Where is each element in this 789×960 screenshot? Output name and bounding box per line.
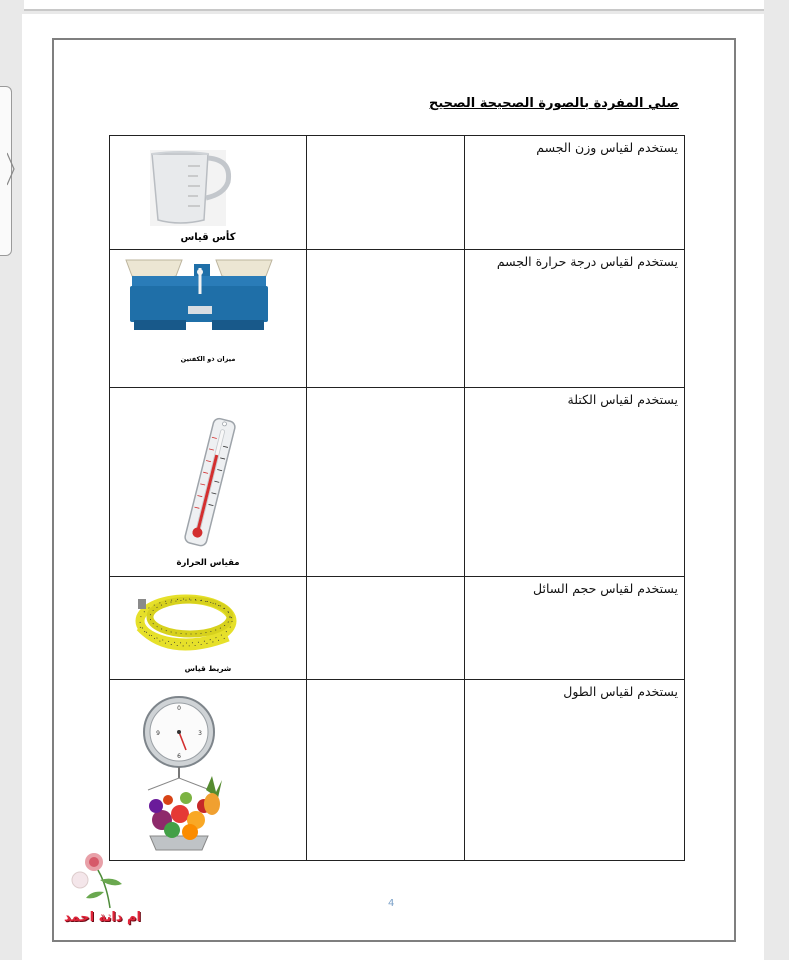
description-cell	[465, 577, 685, 680]
image-caption: شريط قياس	[184, 664, 232, 673]
image-cell	[110, 250, 307, 388]
side-panel-tab[interactable]	[0, 86, 12, 256]
author-signature: ام دانة احمد	[64, 910, 141, 925]
image-caption: كأس قياس	[180, 232, 236, 243]
image-caption: مقياس الحرارة	[176, 558, 240, 568]
svg-text:6: 6	[177, 753, 181, 760]
chevron-right-icon	[7, 151, 15, 187]
worksheet-title: صلي المفردة بالصورة الصحيحة الصحيح	[429, 96, 679, 111]
viewer-top-bar	[24, 0, 764, 11]
answer-cell	[307, 388, 465, 577]
image-cell	[110, 388, 307, 577]
description-text: يستخدم لقياس الكتلة	[567, 392, 678, 407]
balance-scale-icon	[110, 250, 306, 350]
answer-cell	[307, 680, 465, 861]
description-cell	[465, 388, 685, 577]
description-cell	[465, 250, 685, 388]
svg-text:0: 0	[177, 705, 181, 712]
table-row	[110, 388, 685, 577]
rose-decoration-icon	[68, 850, 128, 910]
image-cell	[110, 577, 307, 680]
image-cell	[110, 680, 307, 861]
answer-cell	[307, 136, 465, 250]
thermometer-icon	[110, 388, 306, 548]
page-number: 4	[388, 898, 395, 909]
table-row	[110, 680, 685, 861]
image-cell	[110, 136, 307, 250]
table-row	[110, 577, 685, 680]
matching-table	[109, 135, 685, 861]
svg-text:9: 9	[156, 730, 160, 737]
description-cell	[465, 680, 685, 861]
description-text: يستخدم لقياس حجم السائل	[533, 581, 678, 596]
svg-text:3: 3	[198, 730, 202, 737]
hanging-scale-icon	[110, 680, 306, 860]
description-cell	[465, 136, 685, 250]
answer-cell	[307, 250, 465, 388]
table-row	[110, 250, 685, 388]
answer-cell	[307, 577, 465, 680]
image-caption: ميزان ذو الكفتين	[180, 355, 236, 363]
description-text: يستخدم لقياس درجة حرارة الجسم	[496, 254, 678, 269]
table-row	[110, 136, 685, 250]
description-text: يستخدم لقياس وزن الجسم	[536, 140, 678, 155]
measuring-tape-icon	[110, 577, 306, 663]
description-text: يستخدم لقياس الطول	[563, 684, 678, 699]
